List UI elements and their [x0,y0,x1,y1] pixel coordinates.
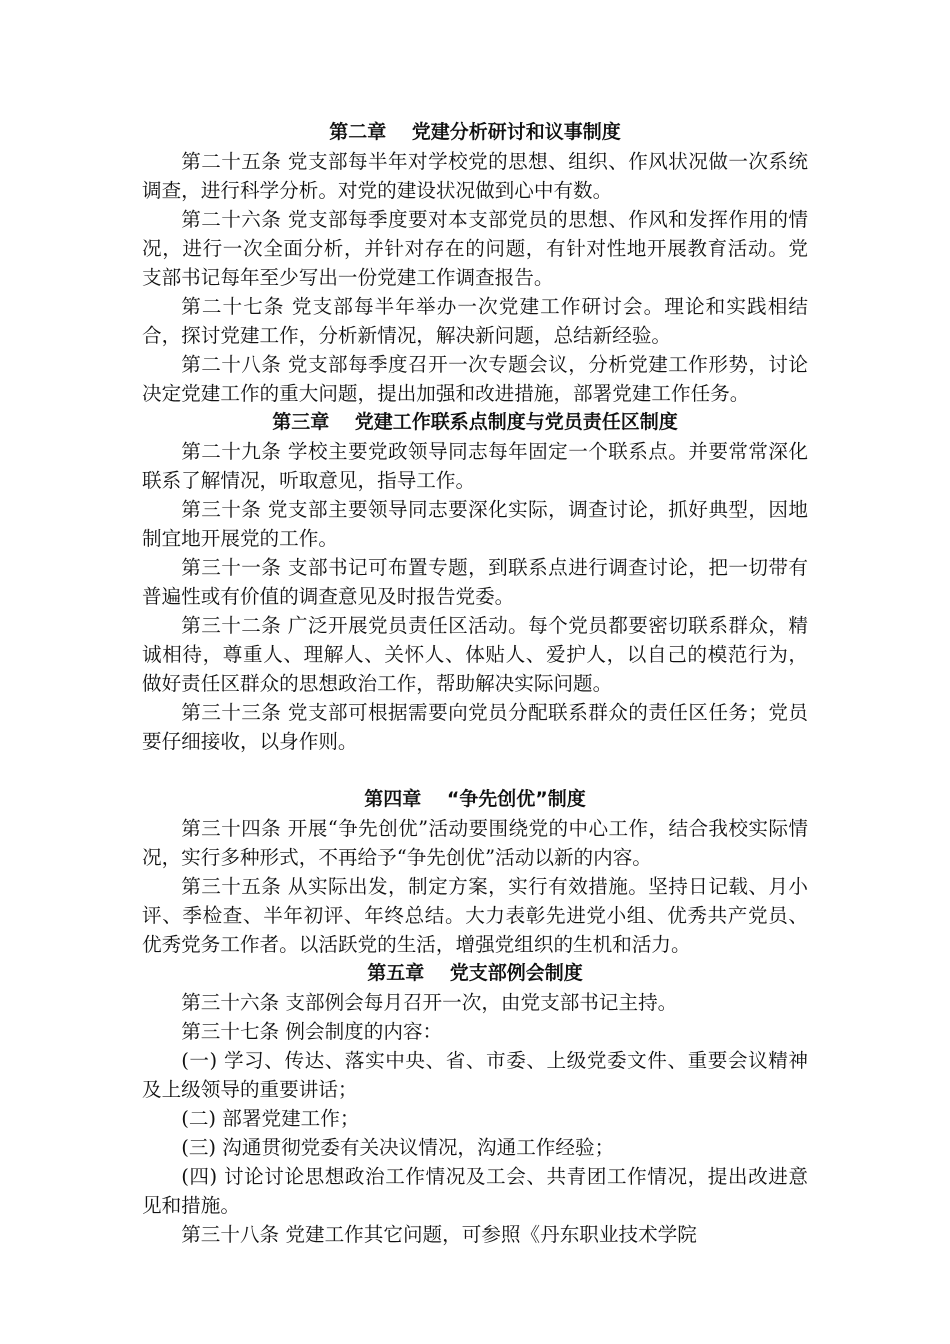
article-paragraph: 第三十四条 开展“争先创优”活动要围绕党的中心工作，结合我校实际情况，实行多种形式，不再给予“争先创优”活动以新的内容。 [142,817,808,869]
article-paragraph: 第三十七条 例会制度的内容： [181,1020,443,1043]
article-paragraph: 第三十八条 党建工作其它问题，可参照《丹东职业技术学院 [181,1223,697,1246]
article-paragraph: 第二十九条 学校主要党政领导同志每年固定一个联系点。并要常常深化联系了解情况，听取意见，指导工作。 [142,440,808,492]
article-paragraph: 第二十七条 党支部每半年举办一次党建工作研讨会。理论和实践相结合，探讨党建工作，分析新情况，解决新问题，总结新经验。 [142,295,808,347]
article-paragraph: 第三十二条 广泛开展党员责任区活动。每个党员都要密切联系群众，精诚相待，尊重人、理解人、关怀人、体贴人、爱护人，以自己的模范行为，做好责任区群众的思想政治工作，帮助解决实际问题。 [142,614,808,695]
list-item: (三) 沟通贯彻党委有关决议情况，沟通工作经验； [181,1136,615,1159]
blank-line [142,756,808,785]
article-paragraph: 第二十八条 党支部每季度召开一次专题会议，分析党建工作形势，讨论决定党建工作的重大问题，提出加强和改进措施，部署党建工作任务。 [142,353,808,405]
article-paragraph: 第二十六条 党支部每季度要对本支部党员的思想、作风和发挥作用的情况，进行一次全面分析，并针对存在的问题，有针对性地开展教育活动。党支部书记每年至少写出一份党建工作调查报告。 [142,208,808,289]
article-paragraph: 第三十条 党支部主要领导同志要深化实际，调查讨论，抓好典型，因地制宜地开展党的工作。 [142,498,808,550]
document-page [142,118,808,1249]
article-paragraph: 第二十五条 党支部每半年对学校党的思想、组织、作风状况做一次系统调查，进行科学分析。对党的建设状况做到心中有数。 [142,150,808,202]
list-item: (四) 讨论讨论思想政治工作情况及工会、共青团工作情况，提出改进意见和措施。 [142,1165,808,1217]
chapter-title: 第五章 党支部例会制度 [367,962,583,984]
article-paragraph: 第三十三条 党支部可根据需要向党员分配联系群众的责任区任务；党员要仔细接收，以身作则。 [142,701,808,753]
chapter-title: 第三章 党建工作联系点制度与党员责任区制度 [272,411,678,433]
chapter-title: 第四章 “争先创优”制度 [364,788,586,810]
list-item: (一) 学习、传达、落实中央、省、市委、上级党委文件、重要会议精神及上级领导的重要讲话； [142,1049,808,1101]
article-paragraph: 第三十六条 支部例会每月召开一次，由党支部书记主持。 [181,991,678,1014]
list-item: (二) 部署党建工作； [181,1107,360,1130]
article-paragraph: 第三十一条 支部书记可布置专题，到联系点进行调查讨论，把一切带有普遍性或有价值的调查意见及时报告党委。 [142,556,808,608]
article-paragraph: 第三十五条 从实际出发，制定方案，实行有效措施。坚持日记载、月小评、季检查、半年初评、年终总结。大力表彰先进党小组、优秀共产党员、优秀党务工作者。以活跃党的生活，增强党组织的生机和活力。 [142,875,808,956]
chapter-title: 第二章 党建分析研讨和议事制度 [329,121,621,143]
